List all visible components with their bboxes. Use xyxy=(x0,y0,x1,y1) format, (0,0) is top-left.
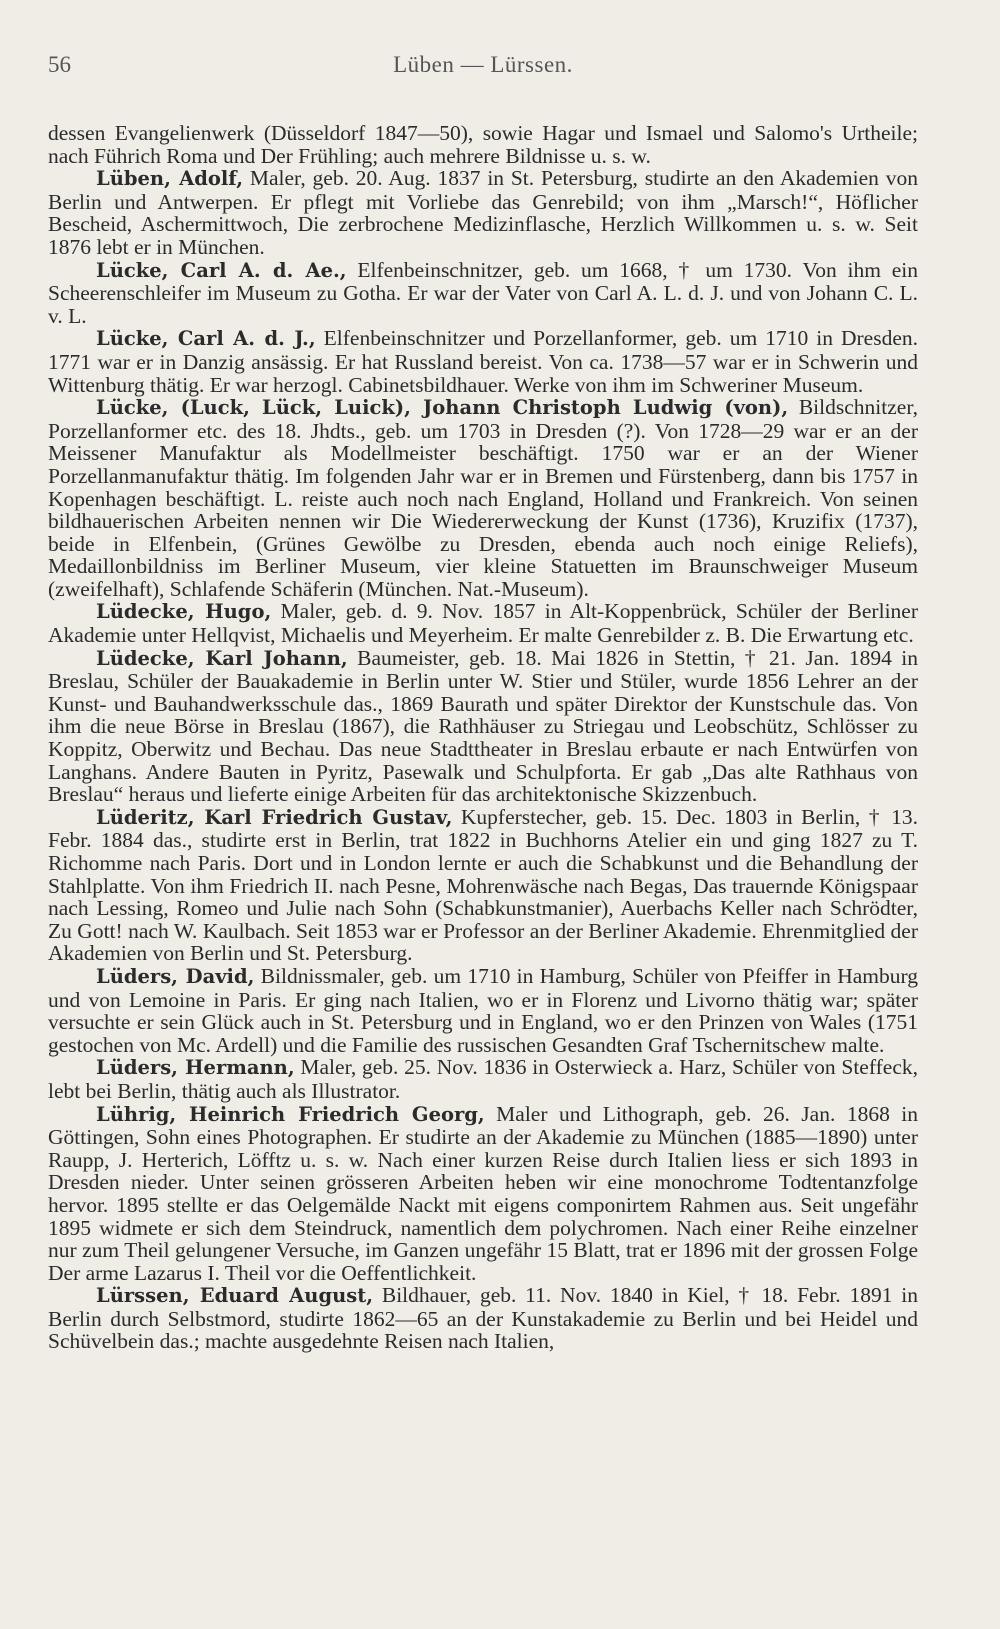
running-title: Lüben — Lürssen. xyxy=(393,52,573,77)
entry-text: Baumeister, geb. 18. Mai 1826 in Stettin, † 21. Jan. 1894 in Breslau, Schüler der Bauakademie in Berlin unter W. Stier und Stüler, wurde 1856 Lehrer an der Kunst- und Bauhandwerksschule das., 1869 Baurath und später Direktor der Kunstschule das. Von ihm die neue Börse in Breslau (1867), die Rathhäuser zu Striegau und Leobschütz, Schlösser zu Koppitz, Oberwitz und Bechau. Das neue Stadttheater in Breslau erbaute er nach Entwürfen von Langhans. Andere Bauten in Pyritz, Pasewalk und Schulpforta. Er gab „Das alte Rathhaus von Breslau“ heraus und lieferte einige Arbeiten für das architektonische Skizzenbuch. xyxy=(48,645,918,807)
entry xyxy=(48,965,918,1056)
entry-name: Lührig, Heinrich Friedrich Georg, xyxy=(96,1102,485,1126)
entry xyxy=(48,600,918,646)
entry-name: Lürssen, Eduard August, xyxy=(96,1284,374,1308)
entry-text: Maler, geb. 25. Nov. 1836 in Osterwieck a. Harz, Schüler von Steffeck, lebt bei Berlin, thätig auch als Illustrator. xyxy=(48,1055,918,1103)
entry-name: Lüben, Adolf, xyxy=(96,167,244,191)
entry xyxy=(48,396,918,600)
entry-name: Lüdecke, Hugo, xyxy=(96,600,272,624)
entry xyxy=(48,167,918,258)
entry xyxy=(48,647,918,806)
entry-text: dessen Evangelienwerk (Düsseldorf 1847—50), sowie Hagar und Ismael und Salomo's Urtheile; nach Führich Roma und Der Frühling; auch mehrere Bildnisse u. s. w. xyxy=(48,121,918,168)
entry-text: Maler, geb. d. 9. Nov. 1857 in Alt-Koppenbrück, Schüler der Berliner Akademie unter Hellqvist, Michaelis und Meyerheim. Er malte Genrebilder z. B. Die Erwartung etc. xyxy=(48,599,918,648)
entry-continuation xyxy=(48,122,918,167)
entry-name: Lücke, (Luck, Lück, Luick), Johann Christoph Ludwig (von), xyxy=(96,396,789,420)
entry-text: Elfenbeinschnitzer und Porzellanformer, geb. um 1710 in Dresden. 1771 war er in Danzig ansässig. Er hat Russland bereist. Von ca. 1738—57 war er in Schwerin und Wittenburg thätig. Er war herzogl. Cabinetsbildhauer. Werke von ihm im Schweriner Museum. xyxy=(48,326,918,397)
entry xyxy=(48,259,918,328)
entry-name: Lücke, Carl A. d. Ae., xyxy=(96,258,347,282)
entry-text: Kupferstecher, geb. 15. Dec. 1803 in Berlin, † 13. Febr. 1884 das., studirte erst in Berlin, trat 1822 in Buchhorns Atelier ein und ging 1827 zu T. Richomme nach Paris. Dort und in London lernte er auch die Schabkunst und die Behandlung der Stahlplatte. Von ihm Friedrich II. nach Pesne, Mohrenwäsche nach Begas, Das trauernde Königspaar nach Lessing, Romeo und Julie nach Sohn (Schabkunstmanier), Auerbachs Keller nach Schrödter, Zu Gott! nach W. Kaulbach. Seit 1853 war er Professor an der Berliner Akademie. Ehrenmitglied der Akademien von Berlin und St. Petersburg. xyxy=(48,804,918,966)
entry xyxy=(48,327,918,396)
entry-text: Maler und Lithograph, geb. 26. Jan. 1868 in Göttingen, Sohn eines Photographen. Er studirte an der Akademie zu München (1885—1890) unter Raupp, J. Herterich, Löfftz u. s. w. Nach einer kurzen Reise durch Italien liess er sich 1893 in Dresden nieder. Unter seinen grösseren Arbeiten heben wir eine monochrome Todtentanzfolge hervor. 1895 stellte er das Oelgemälde Nackt mit eigens componirtem Rahmen aus. Seit ungefähr 1895 widmete er sich dem Steindruck, namentlich dem polychromen. Nach einer Reihe einzelner nur zum Theil gelungener Versuche, im Ganzen ungefähr 15 Blatt, trat er 1896 mit der grossen Folge Der arme Lazarus I. Theil vor die Oeffentlichkeit. xyxy=(48,1101,919,1285)
entry-text: Maler, geb. 20. Aug. 1837 in St. Petersburg, studirte an den Akademien von Berlin und Antwerpen. Er pflegt mit Vorliebe das Genrebild; von ihm „Marsch!“, Höflicher Bescheid, Aschermittwoch, Die zerbrochene Medizinflasche, Herzlich Willkommen u. s. w. Seit 1876 lebt er in München. xyxy=(48,166,918,259)
entry xyxy=(48,1056,918,1102)
page-number: 56 xyxy=(48,52,71,77)
entry-name: Lüderitz, Karl Friedrich Gustav, xyxy=(96,805,453,829)
entry-name: Lüders, Hermann, xyxy=(96,1056,295,1080)
entry-name: Lüders, David, xyxy=(96,964,255,988)
entry xyxy=(48,1103,918,1285)
entry-name: Lücke, Carl A. d. J., xyxy=(96,327,316,351)
entry xyxy=(48,1284,918,1353)
entry-text: Elfenbeinschnitzer, geb. um 1668, † um 1730. Von ihm ein Scheerenschleifer im Museum zu Gotha. Er war der Vater von Carl A. L. d. J. und von Johann C. L. v. L. xyxy=(48,257,919,328)
entry-text: Bildhauer, geb. 11. Nov. 1840 in Kiel, † 18. Febr. 1891 in Berlin durch Selbstmord, studirte 1862—65 an der Kunstakademie zu Berlin und bei Heidel und Schüvelbein das.; machte ausgedehnte Reisen nach Italien, xyxy=(48,1283,918,1354)
entry-text: Bildnissmaler, geb. um 1710 in Hamburg, Schüler von Pfeiffer in Hamburg und von Lemoine in Paris. Er ging nach Italien, wo er in Florenz und Livorno thätig war; später versuchte er sein Glück auch in St. Petersburg und in England, wo er den Prinzen von Wales (1751 gestochen von Mc. Ardell) und die Familie des russischen Gesandten Graf Tschernitschew malte. xyxy=(48,963,919,1057)
entry-name: Lüdecke, Karl Johann, xyxy=(96,646,348,670)
entry xyxy=(48,806,918,965)
page-body xyxy=(48,122,918,1353)
entry-text: Bildschnitzer, Porzellanformer etc. des 18. Jhdts., geb. um 1703 in Dresden (?). Von 1728—29 war er an der Meissener Manufaktur als Modellmeister beschäftigt. 1750 war er an der Wiener Porzellanmanufaktur thätig. Im folgenden Jahr war er in Bremen und Fürstenberg, dann bis 1757 in Kopenhagen beschäftigt. L. reiste auch noch nach England, Holland und Frankreich. Von seinen bildhauerischen Arbeiten nennen wir Die Wiedererweckung der Kunst (1736), Kruzifix (1737), beide in Elfenbein, (Grünes Gewölbe zu Dresden, ebenda auch noch einige Reliefs), Medaillonbildniss im Berliner Museum, vier kleine Statuetten im Braunschweiger Museum (zweifelhaft), Schlafende Schäferin (München. Nat.-Museum). xyxy=(48,395,918,601)
page-header xyxy=(48,52,918,96)
